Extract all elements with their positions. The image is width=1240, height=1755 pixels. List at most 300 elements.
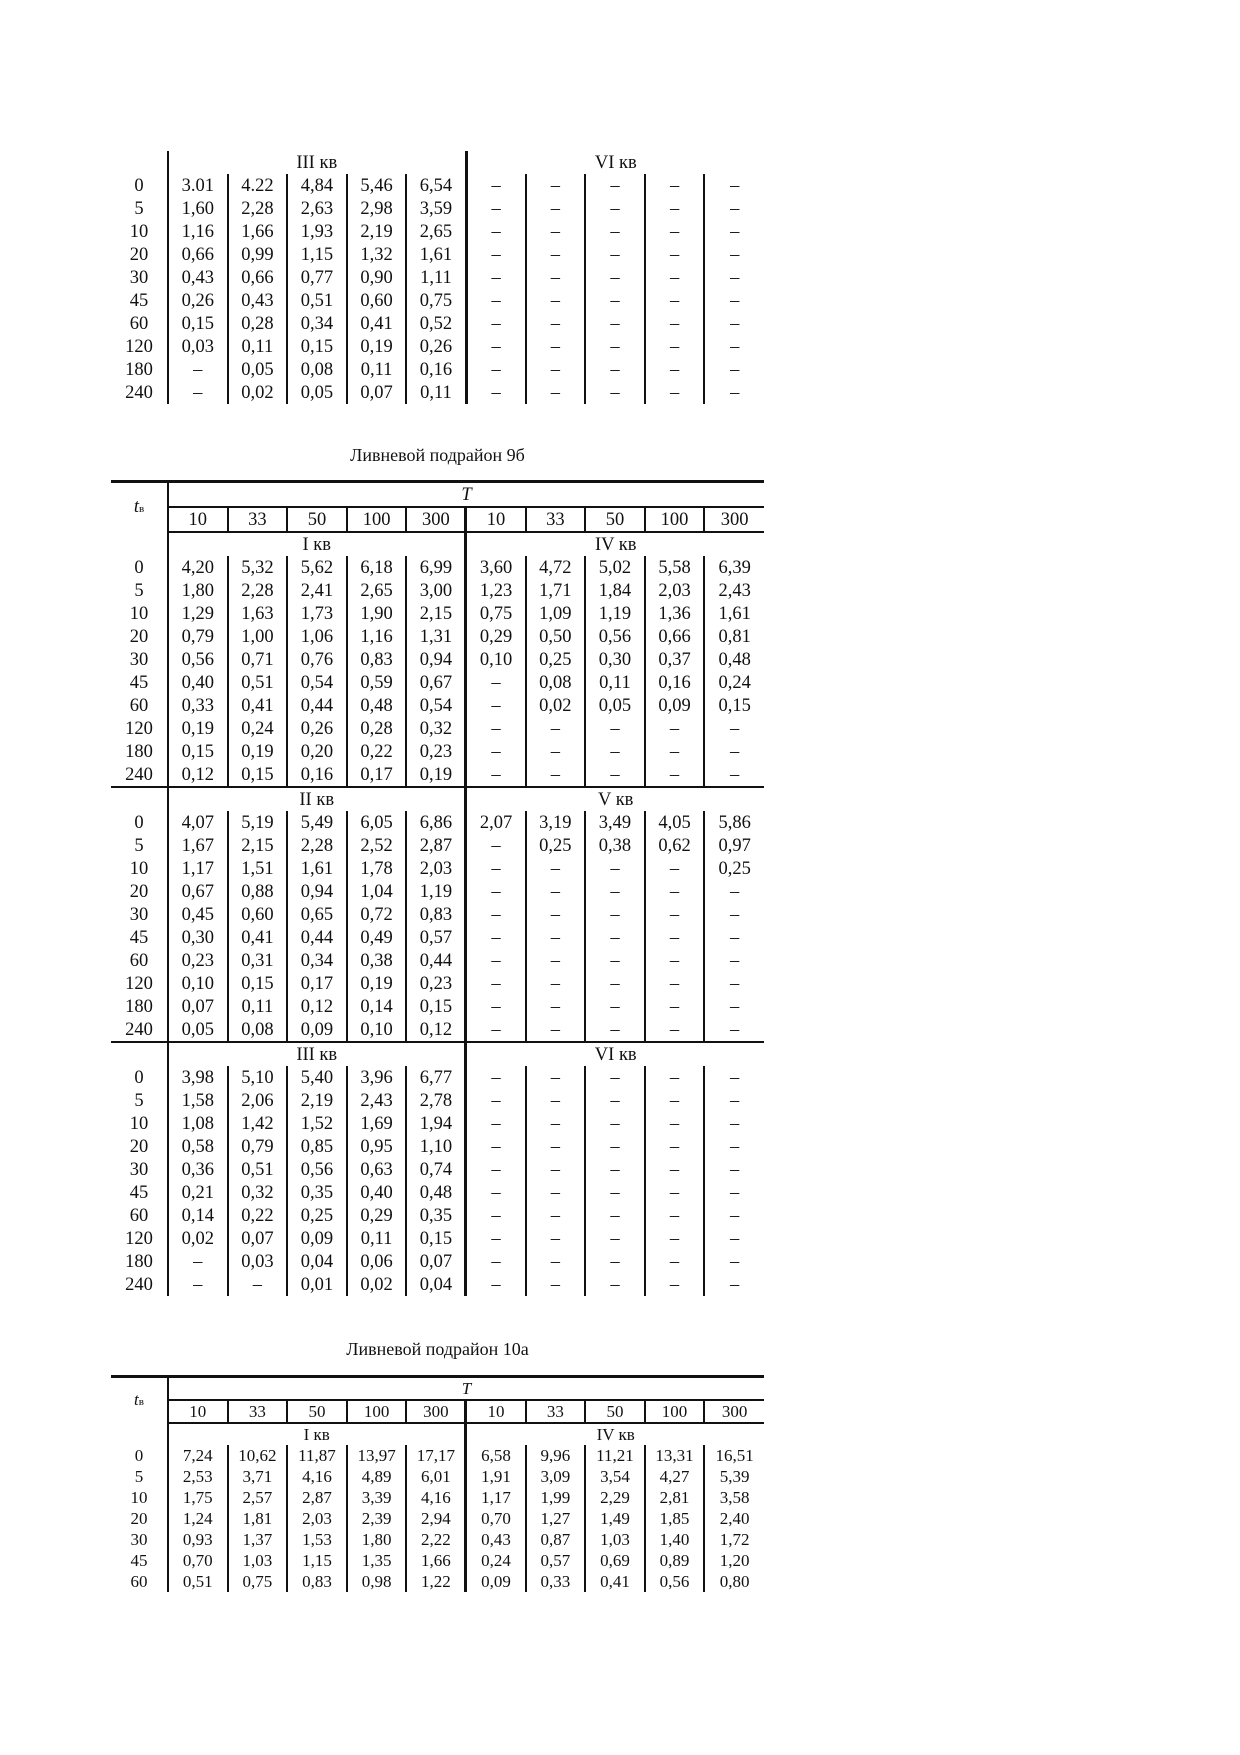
value-cell: – (645, 903, 705, 926)
value-cell: 6,05 (347, 811, 407, 834)
duration-cell: 60 (111, 694, 168, 717)
value-cell: – (585, 1227, 645, 1250)
value-cell: 0,02 (228, 381, 288, 404)
value-cell: 4,16 (406, 1487, 466, 1508)
value-cell: 1,06 (287, 625, 347, 648)
value-cell: 2,28 (228, 197, 288, 220)
value-cell: 0,48 (347, 694, 407, 717)
value-cell: 0,10 (168, 972, 228, 995)
value-cell: 0,19 (347, 335, 407, 358)
section-label-left: I кв (168, 1423, 466, 1445)
value-cell: 0,23 (168, 949, 228, 972)
value-cell: 0,22 (347, 740, 407, 763)
value-cell: 2,65 (347, 579, 407, 602)
value-cell: 1,24 (168, 1508, 228, 1529)
duration-cell: 180 (111, 1250, 168, 1273)
value-cell: – (645, 174, 705, 197)
value-cell: – (466, 857, 526, 880)
value-cell: – (730, 1113, 740, 1134)
value-cell: – (526, 1250, 586, 1273)
value-cell: – (466, 717, 526, 740)
value-cell: – (585, 972, 645, 995)
value-cell: – (466, 243, 526, 266)
table-row (111, 602, 764, 625)
value-cell: 0,07 (168, 995, 228, 1018)
value-cell: 0,05 (168, 1018, 228, 1042)
table-row (111, 625, 764, 648)
value-cell: 0,02 (347, 1273, 407, 1296)
value-cell: 0,72 (347, 903, 407, 926)
value-cell: 11,21 (585, 1445, 645, 1466)
value-cell: 6,18 (347, 556, 407, 579)
value-cell: – (585, 312, 645, 335)
value-cell: 3,49 (585, 811, 645, 834)
value-cell: 1,53 (287, 1529, 347, 1550)
value-cell: – (645, 1135, 705, 1158)
value-cell: – (585, 243, 645, 266)
value-cell: 0,40 (168, 671, 228, 694)
value-cell: 0,09 (287, 1018, 347, 1042)
value-cell: 0,66 (228, 266, 288, 289)
duration-cell: 30 (111, 266, 168, 289)
table-row (111, 197, 764, 220)
table-row (111, 694, 764, 717)
value-cell: – (585, 335, 645, 358)
duration-cell: 45 (111, 671, 168, 694)
value-cell: 0,12 (406, 1018, 466, 1042)
value-cell: 1,85 (645, 1508, 705, 1529)
value-cell: – (645, 266, 705, 289)
value-cell: 0,80 (719, 1571, 750, 1591)
value-cell: 1,73 (287, 602, 347, 625)
value-cell: 0,08 (526, 671, 586, 694)
value-cell: 1,19 (406, 880, 466, 903)
value-cell: – (466, 1204, 526, 1227)
table-row (111, 834, 764, 857)
value-cell: – (730, 718, 740, 739)
value-cell: – (585, 740, 645, 763)
table-row (111, 1529, 764, 1550)
value-cell: – (526, 289, 586, 312)
value-cell: 0,11 (347, 1227, 407, 1250)
value-cell: 0,54 (287, 671, 347, 694)
value-cell: – (526, 880, 586, 903)
tv-subscript: в (138, 1395, 144, 1408)
value-cell: 1,93 (287, 220, 347, 243)
table-row (111, 1089, 764, 1112)
value-cell: – (645, 312, 705, 335)
value-cell: 0,70 (466, 1508, 526, 1529)
value-cell: – (730, 1136, 740, 1157)
value-cell: – (730, 996, 740, 1017)
value-cell: 2,19 (287, 1089, 347, 1112)
value-cell: 1,67 (168, 834, 228, 857)
value-cell: 0,99 (228, 243, 288, 266)
value-cell: 13,31 (645, 1445, 705, 1466)
period-cell: 33 (526, 1400, 586, 1423)
period-cell: 100 (347, 1400, 407, 1423)
value-cell: 13,97 (347, 1445, 407, 1466)
period-cell: 10 (466, 507, 526, 532)
value-cell: – (526, 1066, 586, 1089)
value-cell: 1,63 (228, 602, 288, 625)
table-row (111, 381, 764, 404)
value-cell: – (466, 671, 526, 694)
tv-symbol: t (134, 1389, 139, 1409)
value-cell: 2,06 (228, 1089, 288, 1112)
value-cell: 2,57 (228, 1487, 288, 1508)
value-cell: 1,91 (466, 1466, 526, 1487)
value-cell: 0,67 (168, 880, 228, 903)
value-cell: 0,56 (645, 1571, 705, 1592)
table-body (111, 1377, 764, 1593)
value-cell: 0,11 (406, 381, 466, 404)
value-cell: 0,88 (228, 880, 288, 903)
value-cell: – (645, 972, 705, 995)
section-spacer-cell (111, 151, 168, 174)
section-label-right: IV кв (594, 534, 637, 555)
value-cell: 0,25 (526, 648, 586, 671)
table-row (111, 740, 764, 763)
value-cell: – (645, 1066, 705, 1089)
table-row (111, 1571, 764, 1592)
table-caption-10a: Ливневой подрайон 10а (346, 1339, 529, 1359)
tv-subscript: в (138, 502, 145, 515)
value-cell: – (526, 740, 586, 763)
value-cell: 0,05 (228, 358, 288, 381)
duration-cell: 45 (111, 289, 168, 312)
value-cell: – (466, 174, 526, 197)
value-cell: 0,97 (718, 835, 751, 856)
value-cell: – (526, 1112, 586, 1135)
value-cell: 1,22 (406, 1571, 466, 1592)
value-cell: 0,43 (466, 1529, 526, 1550)
value-cell: 2,03 (645, 579, 705, 602)
value-cell: – (585, 1089, 645, 1112)
duration-cell: 20 (111, 243, 168, 266)
value-cell: – (585, 1112, 645, 1135)
value-cell: – (526, 903, 586, 926)
value-cell: 3,71 (228, 1466, 288, 1487)
value-cell: – (730, 764, 740, 785)
value-cell: 0,35 (406, 1204, 466, 1227)
value-cell: 6,01 (406, 1466, 466, 1487)
value-cell: 1,66 (228, 220, 288, 243)
value-cell: – (730, 382, 740, 403)
value-cell: 0,59 (347, 671, 407, 694)
value-cell: 0,57 (406, 926, 466, 949)
value-cell: 5,86 (718, 812, 751, 833)
table-row (111, 312, 764, 335)
value-cell: 2,87 (406, 834, 466, 857)
value-cell: – (526, 1273, 586, 1296)
value-cell: 0,49 (347, 926, 407, 949)
value-cell: – (526, 266, 586, 289)
value-cell: – (645, 926, 705, 949)
table-row (111, 1181, 764, 1204)
table-subregion-9b (111, 480, 764, 1296)
value-cell: – (466, 1158, 526, 1181)
table-row (111, 1466, 764, 1487)
value-cell: 3,09 (526, 1466, 586, 1487)
value-cell: 0,93 (168, 1529, 228, 1550)
value-cell: 1,37 (228, 1529, 288, 1550)
value-cell: 2,03 (406, 857, 466, 880)
value-cell: – (585, 926, 645, 949)
value-cell: – (526, 1135, 586, 1158)
value-cell: – (730, 221, 740, 242)
value-cell: 0,32 (228, 1181, 288, 1204)
table-row (111, 1018, 764, 1042)
duration-cell: 0 (111, 1445, 168, 1466)
value-cell: 5,10 (228, 1066, 288, 1089)
table-row (111, 174, 764, 197)
value-cell: – (168, 381, 228, 404)
section-label-left: III кв (168, 1042, 466, 1066)
value-cell: 4,16 (287, 1466, 347, 1487)
value-cell: – (645, 381, 705, 404)
value-cell: 0,50 (526, 625, 586, 648)
value-cell: 6,77 (406, 1066, 466, 1089)
value-cell: 0,15 (406, 995, 466, 1018)
value-cell: 1,99 (526, 1487, 586, 1508)
value-cell: – (466, 1273, 526, 1296)
value-cell: – (645, 197, 705, 220)
value-cell: 0,79 (228, 1135, 288, 1158)
value-cell: 4,89 (347, 1466, 407, 1487)
value-cell: 0,31 (228, 949, 288, 972)
value-cell: 0,08 (228, 1018, 288, 1042)
value-cell: 0,51 (168, 1571, 228, 1592)
value-cell: 0,74 (406, 1158, 466, 1181)
value-cell: – (730, 244, 740, 265)
value-cell: 2,41 (287, 579, 347, 602)
value-cell: – (645, 949, 705, 972)
value-cell: – (645, 1250, 705, 1273)
table-row (111, 763, 764, 787)
value-cell: 0,11 (347, 358, 407, 381)
value-cell: 0,69 (585, 1550, 645, 1571)
value-cell: 2,28 (287, 834, 347, 857)
value-cell: 2,63 (287, 197, 347, 220)
value-cell: – (645, 717, 705, 740)
table-row (111, 717, 764, 740)
value-cell: – (730, 881, 740, 902)
duration-cell: 60 (111, 1571, 168, 1592)
value-cell: 1,09 (526, 602, 586, 625)
value-cell: 0,63 (347, 1158, 407, 1181)
value-cell: 0,23 (406, 740, 466, 763)
value-cell: 1,94 (406, 1112, 466, 1135)
value-cell: – (730, 198, 740, 219)
value-cell: – (585, 197, 645, 220)
value-cell: 2,15 (228, 834, 288, 857)
value-cell: 0,66 (645, 625, 705, 648)
value-cell: 4,07 (168, 811, 228, 834)
value-cell: – (466, 220, 526, 243)
value-cell: 0,51 (228, 671, 288, 694)
table-row (111, 266, 764, 289)
value-cell: 2,94 (406, 1508, 466, 1529)
duration-cell: 0 (111, 174, 168, 197)
value-cell: 1,00 (228, 625, 288, 648)
value-cell: 0,11 (228, 995, 288, 1018)
value-cell: 0,19 (228, 740, 288, 763)
value-cell: 0,60 (347, 289, 407, 312)
return-period-header: T (168, 1377, 764, 1401)
value-cell: – (526, 174, 586, 197)
value-cell: – (645, 1112, 705, 1135)
value-cell: 9,96 (526, 1445, 586, 1466)
value-cell: – (466, 312, 526, 335)
value-cell: – (526, 335, 586, 358)
table-row (111, 1508, 764, 1529)
value-cell: – (645, 740, 705, 763)
value-cell: 1,17 (466, 1487, 526, 1508)
value-cell: 4,20 (168, 556, 228, 579)
table-row (111, 220, 764, 243)
value-cell: – (526, 857, 586, 880)
value-cell: 0,24 (466, 1550, 526, 1571)
value-cell: 1,31 (406, 625, 466, 648)
value-cell: 0,70 (168, 1550, 228, 1571)
period-cell: 300 (406, 507, 466, 532)
value-cell: 1,29 (168, 602, 228, 625)
value-cell: 2,39 (347, 1508, 407, 1529)
value-cell: – (526, 243, 586, 266)
value-cell: – (466, 1250, 526, 1273)
value-cell: 1,72 (719, 1529, 750, 1549)
value-cell: – (645, 243, 705, 266)
value-cell: 0,14 (168, 1204, 228, 1227)
value-cell: – (730, 290, 740, 311)
duration-cell: 180 (111, 740, 168, 763)
value-cell: 2,28 (228, 579, 288, 602)
value-cell: – (730, 973, 740, 994)
value-cell: 0,22 (228, 1204, 288, 1227)
value-cell: 2,53 (168, 1466, 228, 1487)
value-cell: 6,58 (466, 1445, 526, 1466)
value-cell: 0,81 (718, 626, 751, 647)
table-row (111, 1550, 764, 1571)
value-cell: 0,89 (645, 1550, 705, 1571)
value-cell: – (730, 1228, 740, 1249)
value-cell: – (730, 1159, 740, 1180)
header-row (111, 482, 764, 508)
table-row (111, 1250, 764, 1273)
value-cell: 0,19 (406, 763, 466, 787)
section-spacer-cell (111, 1042, 168, 1066)
value-cell: – (730, 1274, 740, 1295)
value-cell: 0,14 (347, 995, 407, 1018)
table-caption-9b: Ливневой подрайон 9б (350, 445, 525, 465)
value-cell: – (466, 1066, 526, 1089)
value-cell: 17,17 (406, 1445, 466, 1466)
tv-header-cell (111, 482, 168, 533)
value-cell: 0,41 (347, 312, 407, 335)
value-cell: 0,85 (287, 1135, 347, 1158)
value-cell: 1,52 (287, 1112, 347, 1135)
value-cell: – (585, 1135, 645, 1158)
value-cell: 1,80 (168, 579, 228, 602)
table-row (111, 335, 764, 358)
value-cell: 0,30 (585, 648, 645, 671)
value-cell: – (645, 1204, 705, 1227)
value-cell: – (168, 358, 228, 381)
value-cell: – (585, 1273, 645, 1296)
value-cell: – (730, 904, 740, 925)
section-header-row (111, 151, 764, 174)
value-cell: 3,19 (526, 811, 586, 834)
duration-cell: 20 (111, 625, 168, 648)
value-cell: 5,40 (287, 1066, 347, 1089)
value-cell: – (730, 336, 740, 357)
duration-cell: 120 (111, 972, 168, 995)
value-cell: – (645, 1273, 705, 1296)
value-cell: 0,02 (526, 694, 586, 717)
period-cell: 100 (645, 507, 705, 532)
duration-cell: 120 (111, 1227, 168, 1250)
value-cell: – (585, 1066, 645, 1089)
section-label-left: I кв (168, 532, 466, 556)
value-cell: 0,56 (585, 625, 645, 648)
duration-cell: 30 (111, 1158, 168, 1181)
value-cell: 0,56 (168, 648, 228, 671)
value-cell: 0,15 (168, 312, 228, 335)
value-cell: 0,05 (287, 381, 347, 404)
value-cell: – (466, 266, 526, 289)
value-cell: – (730, 1019, 740, 1040)
value-cell: – (526, 220, 586, 243)
value-cell: 2,07 (466, 811, 526, 834)
value-cell: – (466, 834, 526, 857)
value-cell: – (526, 995, 586, 1018)
duration-cell: 30 (111, 903, 168, 926)
value-cell: 0,23 (406, 972, 466, 995)
value-cell: 0,28 (347, 717, 407, 740)
value-cell: 0,11 (228, 335, 288, 358)
value-cell: – (466, 1135, 526, 1158)
value-cell: 0,56 (287, 1158, 347, 1181)
table-subregion-10a (111, 1375, 764, 1592)
period-cell: 300 (406, 1400, 466, 1423)
period-cell: 10 (466, 1400, 526, 1423)
value-cell: – (526, 717, 586, 740)
value-cell: 0,01 (287, 1273, 347, 1296)
value-cell: 0,17 (347, 763, 407, 787)
value-cell: – (585, 763, 645, 787)
value-cell: 0,94 (406, 648, 466, 671)
table-row (111, 949, 764, 972)
value-cell: – (526, 1158, 586, 1181)
value-cell: 2,43 (718, 580, 751, 601)
duration-cell: 180 (111, 995, 168, 1018)
value-cell: 6,99 (406, 556, 466, 579)
value-cell: 5,39 (719, 1466, 750, 1486)
value-cell: 2,87 (287, 1487, 347, 1508)
value-cell: – (645, 995, 705, 1018)
value-cell: 0,12 (287, 995, 347, 1018)
value-cell: 3,60 (466, 556, 526, 579)
value-cell: 0,76 (287, 648, 347, 671)
value-cell: – (526, 1227, 586, 1250)
value-cell: 0,28 (228, 312, 288, 335)
period-cell: 50 (585, 507, 645, 532)
value-cell: 0,21 (168, 1181, 228, 1204)
value-cell: – (526, 1018, 586, 1042)
value-cell: 0,09 (287, 1227, 347, 1250)
value-cell: 0,71 (228, 648, 288, 671)
